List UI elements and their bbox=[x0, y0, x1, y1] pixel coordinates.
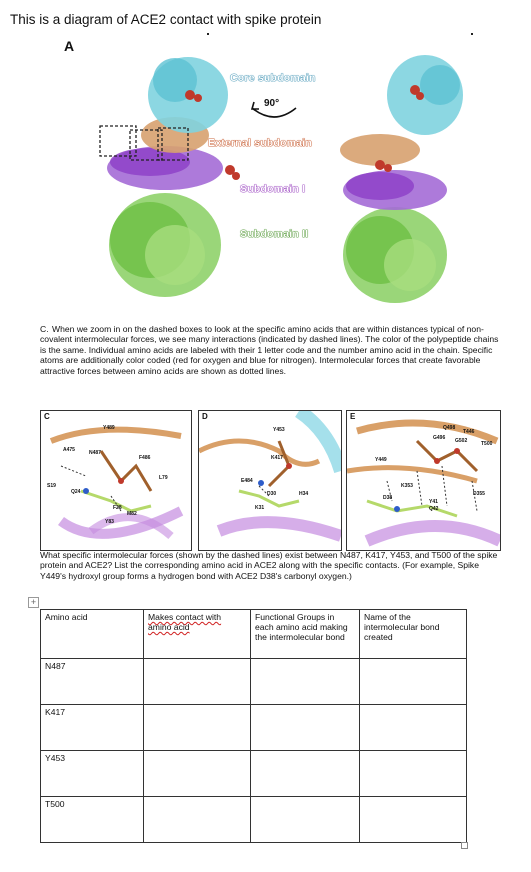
residue-label: K31 bbox=[255, 505, 265, 511]
residue-label: Y83 bbox=[105, 519, 114, 525]
panel-e bbox=[346, 410, 501, 551]
answer-cell[interactable] bbox=[360, 751, 467, 797]
answer-table bbox=[40, 609, 467, 843]
panel-c-label: C bbox=[44, 412, 50, 421]
residue-label: Q24 bbox=[71, 489, 81, 495]
answer-cell[interactable] bbox=[251, 705, 360, 751]
table-row bbox=[41, 659, 467, 705]
page-title: This is a diagram of ACE2 contact with spike protein bbox=[10, 12, 322, 27]
residue-label: F28 bbox=[113, 505, 122, 511]
external-subdomain-label: External subdomain bbox=[208, 137, 312, 149]
header-cell: Amino acid bbox=[41, 610, 144, 659]
residue-label: Q42 bbox=[429, 506, 439, 512]
residue-label: K417 bbox=[271, 455, 283, 461]
paragraph-marker: C. bbox=[40, 324, 49, 334]
residue-label: T446 bbox=[463, 429, 475, 435]
residue-label: F486 bbox=[139, 455, 151, 461]
residue-label: G496 bbox=[433, 435, 446, 441]
panel-e-label: E bbox=[350, 412, 356, 421]
table-resize-handle-icon[interactable] bbox=[461, 842, 468, 849]
answer-cell[interactable] bbox=[251, 659, 360, 705]
panel-d-illustration bbox=[199, 411, 341, 550]
residue-label: Y41 bbox=[429, 499, 438, 505]
answer-cell[interactable] bbox=[144, 751, 251, 797]
answer-cell[interactable] bbox=[144, 797, 251, 843]
amino-acid-cell: K417 bbox=[41, 705, 144, 751]
stray-mark bbox=[471, 33, 473, 35]
header-cell bbox=[144, 610, 251, 659]
residue-label: K353 bbox=[401, 483, 413, 489]
amino-acid-cell: N487 bbox=[41, 659, 144, 705]
answer-cell[interactable] bbox=[360, 659, 467, 705]
answer-cell[interactable] bbox=[251, 751, 360, 797]
residue-label: D38 bbox=[383, 495, 393, 501]
table-row bbox=[41, 705, 467, 751]
residue-label: E484 bbox=[241, 478, 253, 484]
subdomain-ii-label: Subdomain II bbox=[240, 228, 309, 240]
header-cell: Name of the intermolecular bond created bbox=[360, 610, 467, 659]
subdomain-i-label: Subdomain I bbox=[240, 183, 306, 195]
header-cell: Functional Groups in each amino acid making the intermolecular bond bbox=[251, 610, 360, 659]
right-structure bbox=[340, 55, 463, 303]
zoom-panels bbox=[40, 410, 500, 550]
answer-cell[interactable] bbox=[360, 797, 467, 843]
residue-label: Y489 bbox=[103, 425, 115, 431]
amino-acid-cell: Y453 bbox=[41, 751, 144, 797]
residue-label: S19 bbox=[47, 483, 56, 489]
panel-c-illustration bbox=[41, 411, 191, 550]
residue-label: Y449 bbox=[375, 457, 387, 463]
description-paragraph bbox=[40, 324, 500, 376]
left-structure bbox=[100, 57, 240, 297]
figure-a-label: A bbox=[64, 38, 75, 54]
residue-label: T500 bbox=[481, 441, 493, 447]
answer-cell[interactable] bbox=[144, 659, 251, 705]
stray-mark bbox=[207, 33, 209, 35]
residue-label: D355 bbox=[473, 491, 485, 497]
table-row bbox=[41, 797, 467, 843]
core-subdomain-label: Core subdomain bbox=[230, 72, 316, 84]
table-move-handle-icon[interactable]: + bbox=[28, 597, 39, 608]
panel-c bbox=[40, 410, 192, 551]
answer-cell[interactable] bbox=[360, 705, 467, 751]
answer-cell[interactable] bbox=[144, 705, 251, 751]
residue-label: L79 bbox=[159, 475, 168, 481]
panel-e-illustration bbox=[347, 411, 500, 550]
rotation-label: 90° bbox=[264, 98, 280, 109]
table-header-row bbox=[41, 610, 467, 659]
residue-label: Y453 bbox=[273, 427, 285, 433]
panel-d-label: D bbox=[202, 412, 208, 421]
residue-label: Q498 bbox=[443, 425, 456, 431]
residue-label: H34 bbox=[299, 491, 309, 497]
residue-label: M82 bbox=[127, 511, 137, 517]
panel-d bbox=[198, 410, 342, 551]
table-row bbox=[41, 751, 467, 797]
residue-label: N487 bbox=[89, 450, 101, 456]
question-text: What specific intermolecular forces (shown by the dashed lines) exist between N487, K417, Y453, and T500 of the spike protein and ACE2? List the corresponding amino acid in ACE2 along with the specific contacts. (For example, Spike Y449's hydroxyl group forms a hydrogen bond with ACE2 D38's carbonyl oxygen.) bbox=[40, 550, 498, 581]
paragraph-text: When we zoom in on the dashed boxes to look at the specific amino acids that are within distances typical of non-covalent intermolecular forces, we see many interactions (indicated by dashed lines). The color of the polypeptide chains is the same. Individual amino acids are labeled with their 1 letter code and the number amino acid in the chain. Specific atoms are additionally color coded (red for oxygen and blue for nitrogen). Intermolecular forces that create favorable attractive forces between amino acids are shown as dotted lines. bbox=[40, 324, 499, 376]
residue-label: A475 bbox=[63, 447, 75, 453]
residue-label: D30 bbox=[267, 491, 277, 497]
residue-label: G502 bbox=[455, 438, 468, 444]
answer-cell[interactable] bbox=[251, 797, 360, 843]
amino-acid-cell: T500 bbox=[41, 797, 144, 843]
header-cell-text: Makes contact with amino acid bbox=[148, 612, 222, 632]
